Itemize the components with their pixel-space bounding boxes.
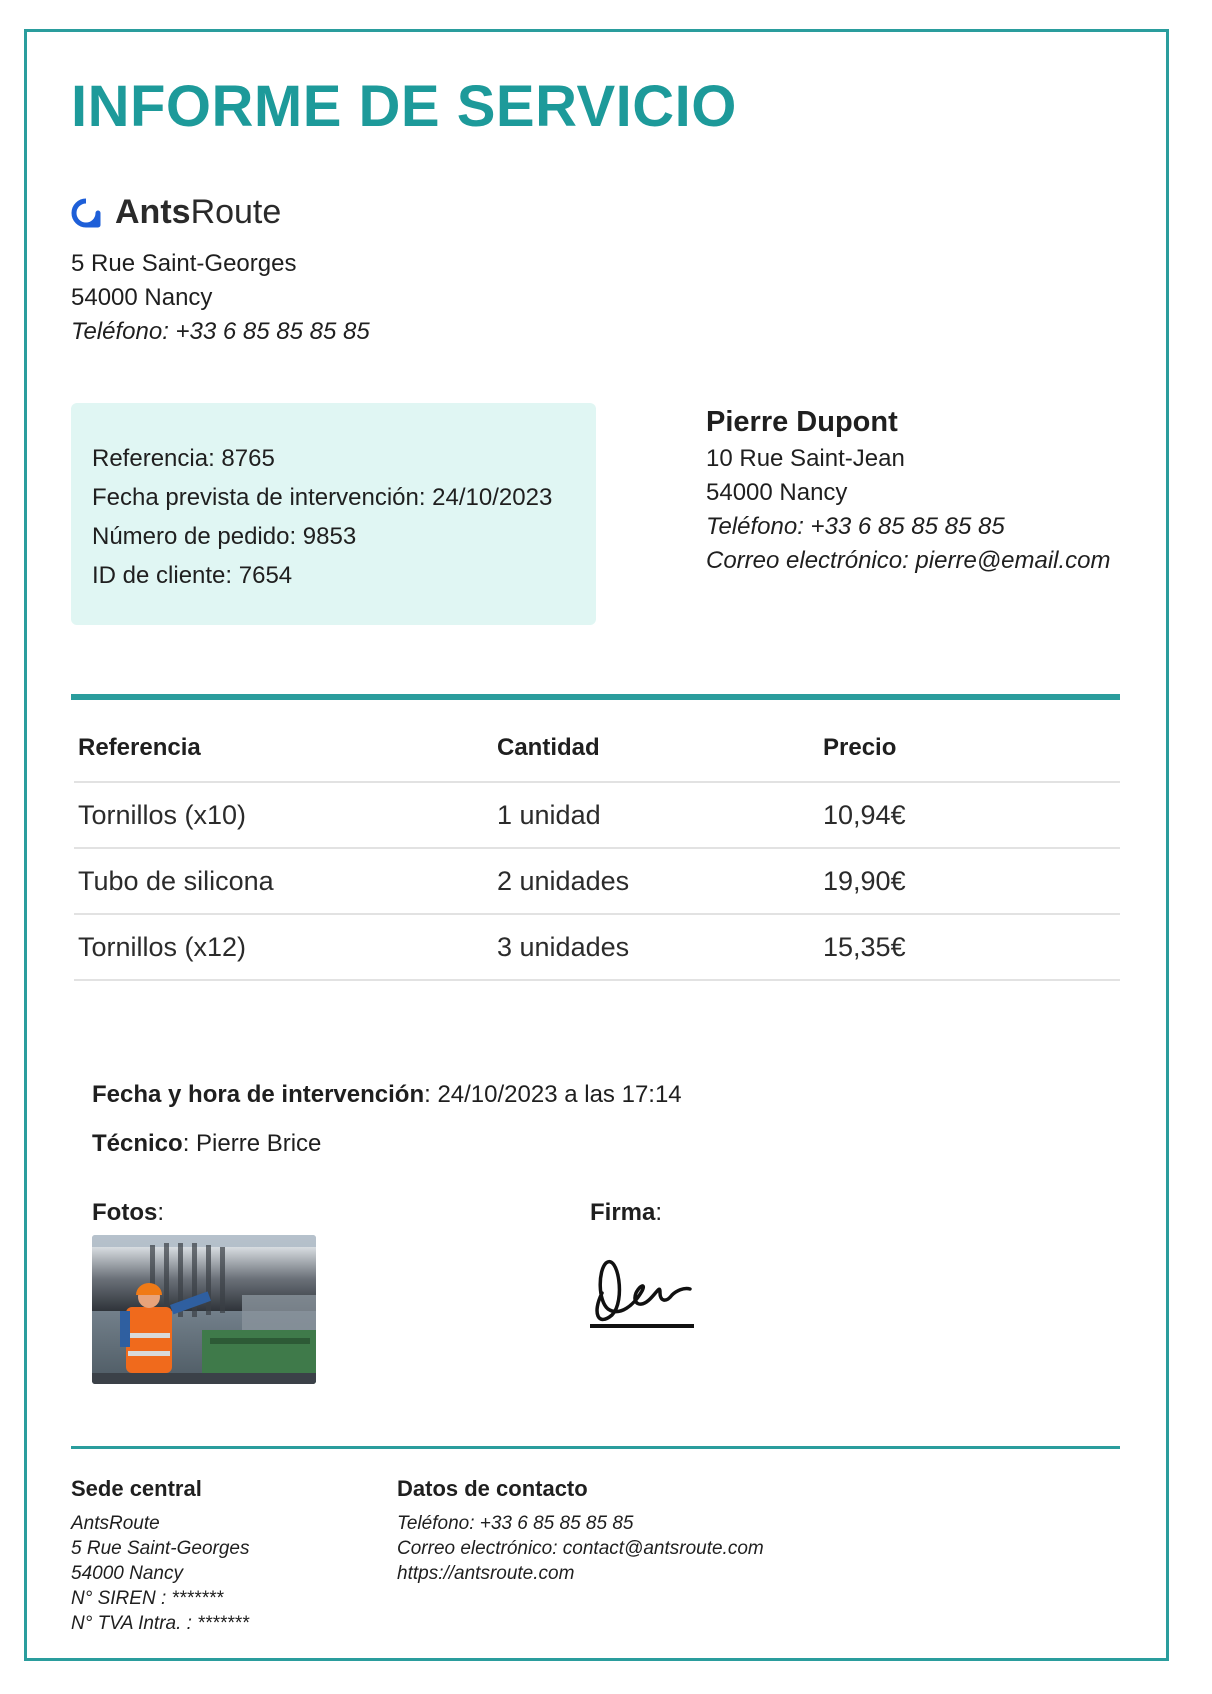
photos-label: Fotos: [92,1199,164,1226]
hq-line: N° TVA Intra. : ******* [71,1613,249,1634]
contact-website-link[interactable]: https://antsroute.com [397,1563,575,1584]
company-address [71,247,370,349]
antsroute-logo-icon [71,198,101,228]
intervention-datetime [92,1081,682,1109]
row-price: 10,94€ [819,782,1120,848]
technician [92,1130,321,1158]
header-price: Precio [819,715,1120,782]
contact-title: Datos de contacto [397,1476,588,1501]
client-phone: Teléfono: +33 6 85 85 85 85 [706,513,1005,540]
footer-headquarters [71,1476,250,1636]
row-reference: Tornillos (x12) [74,914,493,980]
client-name: Pierre Dupont [706,406,898,438]
company-logo [71,193,281,232]
header-quantity: Cantidad [493,715,819,782]
table-row [74,782,1120,848]
client-city: 54000 Nancy [706,479,848,506]
client-street: 10 Rue Saint-Jean [706,445,905,472]
row-reference: Tubo de silicona [74,848,493,914]
client-email: Correo electrónico: pierre@email.com [706,547,1111,574]
company-phone: Teléfono: +33 6 85 85 85 85 [71,318,370,345]
technician-label: Técnico [92,1130,183,1157]
client-id-line: ID de cliente: 7654 [92,562,293,589]
row-reference: Tornillos (x10) [74,782,493,848]
row-price: 15,35€ [819,914,1120,980]
table-row [74,848,1120,914]
footer-contact [397,1476,764,1586]
order-number-line: Número de pedido: 9853 [92,523,357,550]
logo-wordmark: AntsRoute [115,193,282,231]
signature-label: Firma: [590,1199,663,1226]
intervention-datetime-label: Fecha y hora de intervención [92,1081,425,1108]
document-title: INFORME DE SERVICIO [71,74,737,139]
company-city: 54000 Nancy [71,284,213,311]
hq-title: Sede central [71,1476,202,1501]
scheduled-date-line: Fecha prevista de intervención: 24/10/2023 [92,484,553,511]
contact-email[interactable]: Correo electrónico: contact@antsroute.com [397,1538,764,1559]
row-quantity: 3 unidades [493,914,819,980]
hq-line: N° SIREN : ******* [71,1588,224,1609]
section-divider [71,694,1120,700]
company-street: 5 Rue Saint-Georges [71,250,297,277]
items-table [74,715,1120,981]
table-row [74,914,1120,980]
footer-divider [71,1446,1120,1449]
hq-line: AntsRoute [71,1513,160,1534]
header-reference: Referencia [74,715,493,782]
technician-value: : Pierre Brice [182,1130,322,1157]
signature-icon [590,1235,694,1330]
reference-line: Referencia: 8765 [92,445,275,472]
row-price: 19,90€ [819,848,1120,914]
row-quantity: 1 unidad [493,782,819,848]
hq-line: 54000 Nancy [71,1563,183,1584]
photo-image [92,1235,316,1384]
intervention-datetime-value: : 24/10/2023 a las 17:14 [424,1081,682,1108]
table-header-row [74,715,1120,782]
contact-phone: Teléfono: +33 6 85 85 85 85 [397,1513,634,1534]
client-details [706,404,1111,578]
service-info-box [71,403,596,625]
row-quantity: 2 unidades [493,848,819,914]
intervention-photo[interactable] [92,1235,316,1384]
hq-line: 5 Rue Saint-Georges [71,1538,250,1559]
